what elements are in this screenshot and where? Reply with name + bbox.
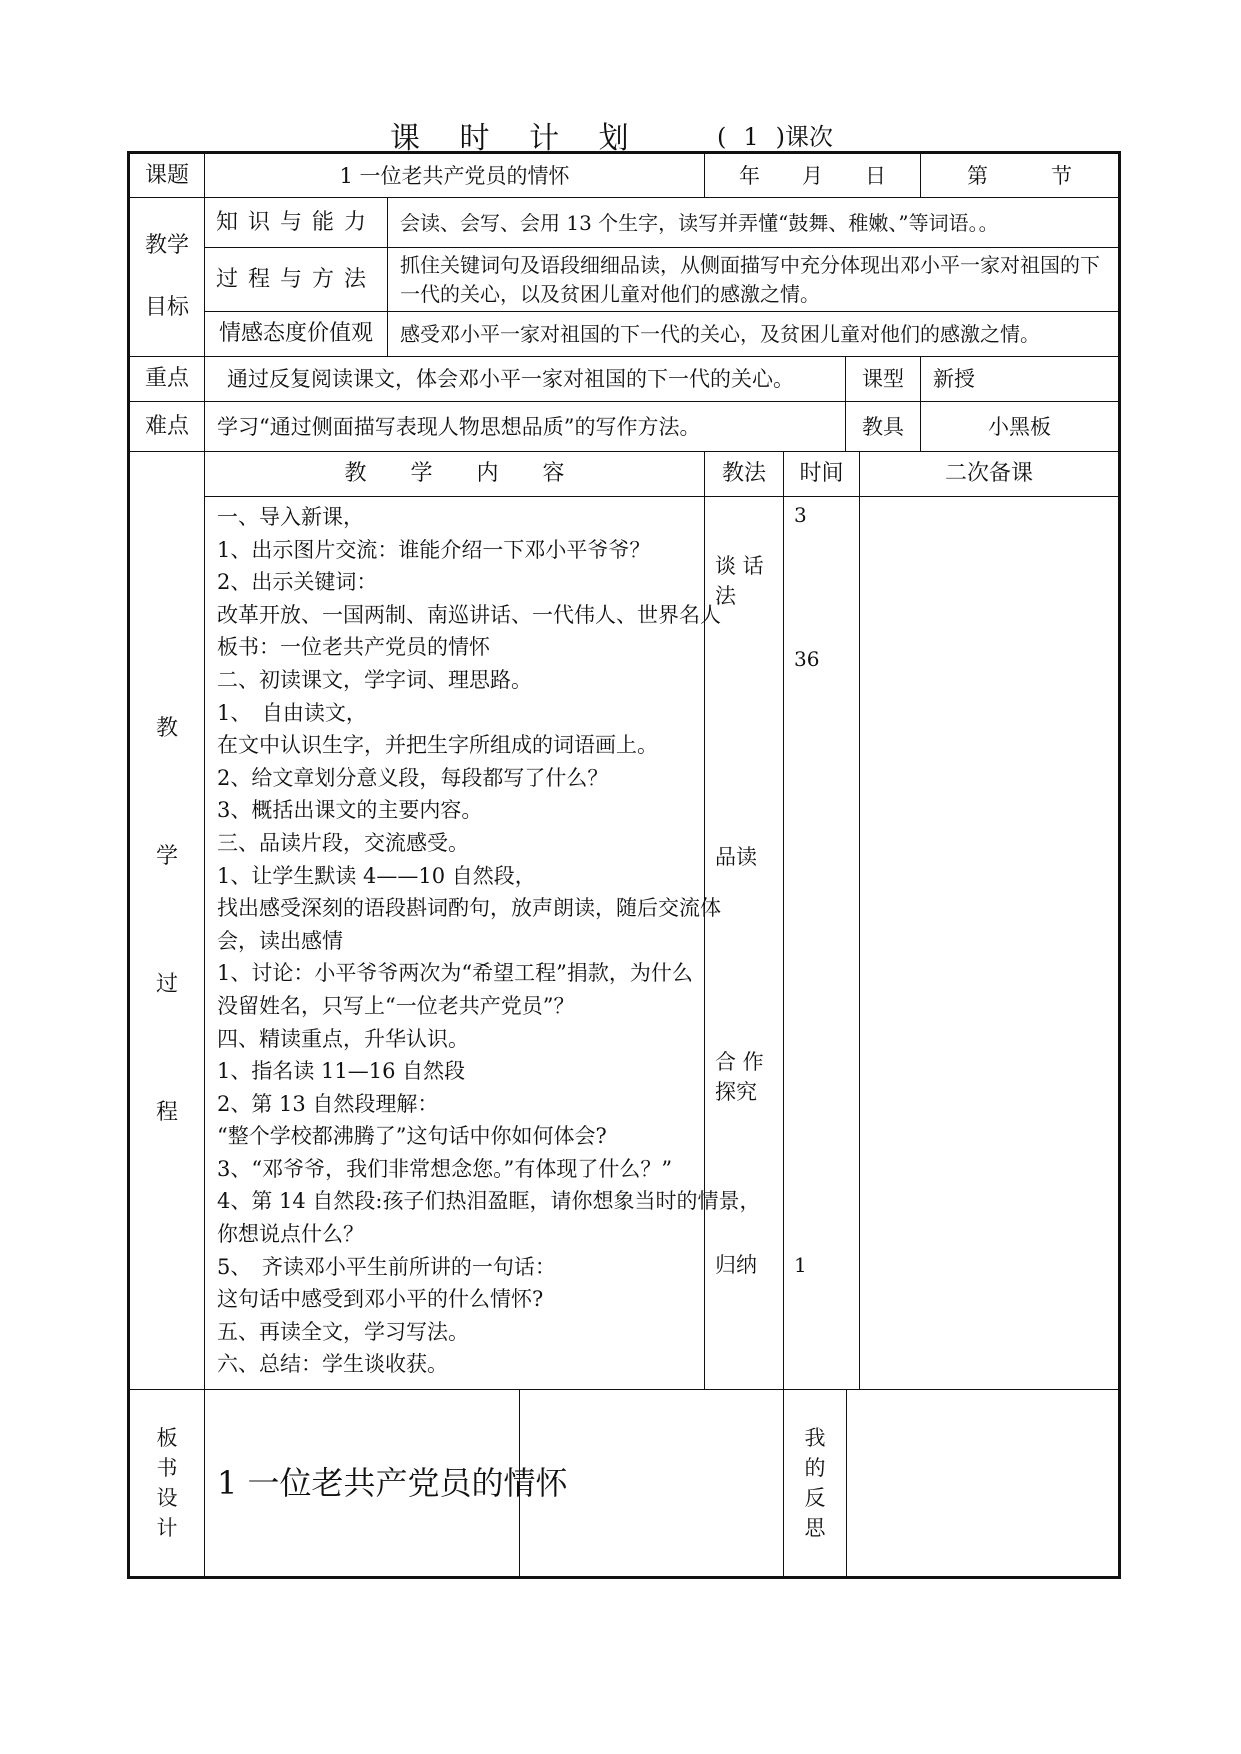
objectives-label-line2: 目标 bbox=[144, 295, 189, 320]
method-cooperative bbox=[715, 1047, 764, 1107]
topic-label: 课题 bbox=[129, 153, 205, 198]
reflection-area bbox=[784, 1390, 1120, 1578]
process-line: 1、讨论：小平爷爷两次为“希望工程”捐款，为什么 bbox=[217, 961, 693, 986]
lesson-close-label: )课次 bbox=[775, 123, 834, 151]
process-line: 4、第 14 自然段:孩子们热泪盈眶，请你想象当时的情景， bbox=[217, 1189, 761, 1214]
board-title: 1 一位老共产党员的情怀 bbox=[205, 1390, 520, 1578]
process-line: 1、 自由读文， bbox=[217, 700, 367, 725]
reflection-char-1: 我 bbox=[804, 1426, 826, 1451]
page-header bbox=[0, 113, 1241, 156]
period-label: 第 节 bbox=[921, 153, 1120, 198]
method-summary: 归纳 bbox=[715, 1253, 757, 1277]
process-side-char-2: 学 bbox=[155, 843, 178, 869]
time-2: 36 bbox=[794, 647, 820, 671]
time-column bbox=[784, 497, 860, 1390]
lesson-number-label bbox=[717, 117, 833, 152]
topic-row bbox=[129, 153, 1120, 198]
objectives-label-line1: 教学 bbox=[144, 233, 189, 258]
board-label-char-4: 计 bbox=[156, 1516, 178, 1541]
process-side-char-4: 程 bbox=[155, 1099, 178, 1125]
focus-label: 重点 bbox=[129, 357, 205, 402]
process-line: 板书：一位老共产党员的情怀 bbox=[217, 635, 490, 660]
method-talk-line1: 谈 话 bbox=[715, 554, 764, 578]
focus-text: 通过反复阅读课文，体会邓小平一家对祖国的下一代的关心。 bbox=[205, 357, 846, 402]
objectives-label bbox=[129, 198, 205, 357]
process-line: 一、导入新课， bbox=[217, 505, 364, 529]
process-line: 2、出示关键词： bbox=[217, 570, 378, 595]
method-column bbox=[705, 497, 784, 1390]
objective-row-knowledge bbox=[129, 198, 1120, 248]
process-line: 会，读出感情 bbox=[217, 928, 343, 953]
lesson-type-label: 课型 bbox=[846, 357, 921, 402]
teaching-tools-value: 小黑板 bbox=[921, 402, 1120, 452]
process-line: 2、给文章划分意义段，每段都写了什么？ bbox=[217, 765, 609, 790]
method-header: 教法 bbox=[705, 452, 784, 497]
process-line: 六、总结：学生谈收获。 bbox=[217, 1352, 448, 1377]
board-label-char-2: 书 bbox=[156, 1456, 178, 1481]
process-side-label bbox=[129, 452, 205, 1390]
process-line: 在文中认识生字，并把生字所组成的词语画上。 bbox=[217, 733, 658, 758]
reflection-content bbox=[847, 1390, 1118, 1576]
process-line: 找出感受深刻的语段斟词酌句，放声朗读，随后交流体 bbox=[217, 896, 721, 921]
date-label: 年 月 日 bbox=[705, 153, 921, 198]
method-cooperative-line1: 合 作 bbox=[715, 1050, 764, 1074]
method-talk bbox=[715, 551, 764, 611]
board-label-char-1: 板 bbox=[156, 1426, 178, 1451]
objective-category-knowledge: 知识与能力 bbox=[205, 198, 388, 248]
process-line: 这句话中感受到邓小平的什么情怀? bbox=[217, 1287, 544, 1312]
reflection-char-4: 思 bbox=[804, 1516, 826, 1541]
process-line: 没留姓名，只写上“一位老共产党员”？ bbox=[217, 993, 575, 1018]
notes-header: 二次备课 bbox=[860, 452, 1120, 497]
process-line: 你想说点什么？ bbox=[217, 1222, 364, 1247]
objective-text-process: 抓住关键词句及语段细细品读，从侧面描写中充分体现出邓小平一家对祖国的下一代的关心，以及贫困儿童对他们的感激之情。 bbox=[388, 248, 1120, 312]
teaching-tools-label: 教具 bbox=[846, 402, 921, 452]
reflection-char-3: 反 bbox=[804, 1486, 826, 1511]
lesson-plan-table bbox=[127, 151, 1121, 1579]
process-line: 二、初读课文，学字词、理思路。 bbox=[217, 667, 532, 692]
reflection-label bbox=[784, 1390, 847, 1576]
process-line: 四、精读重点，升华认识。 bbox=[217, 1026, 469, 1051]
process-line: 1、让学生默读 4——10 自然段， bbox=[217, 863, 536, 888]
difficulty-label: 难点 bbox=[129, 402, 205, 452]
objective-category-emotion: 情感态度价值观 bbox=[205, 312, 388, 357]
process-body-row bbox=[129, 497, 1120, 1390]
time-header: 时间 bbox=[784, 452, 860, 497]
board-label-char-3: 设 bbox=[156, 1486, 178, 1511]
process-line: 改革开放、一国两制、南巡讲话、一代伟人、世界名人 bbox=[217, 602, 721, 627]
time-3: 1 bbox=[794, 1253, 807, 1277]
board-label bbox=[129, 1390, 205, 1578]
process-header-row bbox=[129, 452, 1120, 497]
process-line: 五、再读全文，学习写法。 bbox=[217, 1319, 469, 1344]
objective-text-knowledge: 会读、会写、会用 13 个生字，读写并弄懂“鼓舞、稚嫩、”等词语。。 bbox=[388, 198, 1120, 248]
process-line: 2、第 13 自然段理解： bbox=[217, 1091, 439, 1116]
difficulty-text: 学习“通过侧面描写表现人物思想品质”的写作方法。 bbox=[205, 402, 846, 452]
lesson-number: 1 bbox=[743, 123, 759, 151]
process-line: 1、指名读 11—16 自然段 bbox=[217, 1059, 466, 1084]
process-line: 5、 齐读邓小平生前所讲的一句话： bbox=[217, 1254, 556, 1279]
lesson-open-paren: ( bbox=[717, 123, 727, 151]
difficulty-row bbox=[129, 402, 1120, 452]
method-cooperative-line2: 探究 bbox=[715, 1080, 757, 1104]
time-1: 3 bbox=[794, 503, 807, 527]
content-header: 教 学 内 容 bbox=[205, 452, 705, 497]
lesson-type-value: 新授 bbox=[921, 357, 1120, 402]
reflection-char-2: 的 bbox=[804, 1456, 826, 1481]
objective-row-process bbox=[129, 248, 1120, 312]
process-side-char-3: 过 bbox=[155, 971, 178, 997]
process-line: “整个学校都沸腾了”这句话中你如何体会? bbox=[217, 1124, 607, 1149]
method-talk-line2: 法 bbox=[715, 584, 736, 608]
objective-row-emotion bbox=[129, 312, 1120, 357]
topic-value: 1 一位老共产党员的情怀 bbox=[205, 153, 705, 198]
process-side-char-1: 教 bbox=[155, 715, 178, 741]
process-line: 3、概括出课文的主要内容。 bbox=[217, 798, 483, 823]
objective-category-process: 过程与方法 bbox=[205, 248, 388, 312]
process-line: 3、“邓爷爷，我们非常想念您。”有体现了什么？” bbox=[217, 1156, 673, 1181]
notes-column bbox=[860, 497, 1120, 1390]
focus-row bbox=[129, 357, 1120, 402]
objective-text-emotion: 感受邓小平一家对祖国的下一代的关心，及贫困儿童对他们的感激之情。 bbox=[388, 312, 1120, 357]
method-reading: 品读 bbox=[715, 845, 757, 869]
page-title: 课 时 计 划 bbox=[390, 121, 644, 156]
board-row bbox=[129, 1390, 1120, 1578]
process-line: 1、出示图片交流：谁能介绍一下邓小平爷爷？ bbox=[217, 537, 651, 562]
process-line: 三、品读片段，交流感受。 bbox=[217, 830, 469, 855]
